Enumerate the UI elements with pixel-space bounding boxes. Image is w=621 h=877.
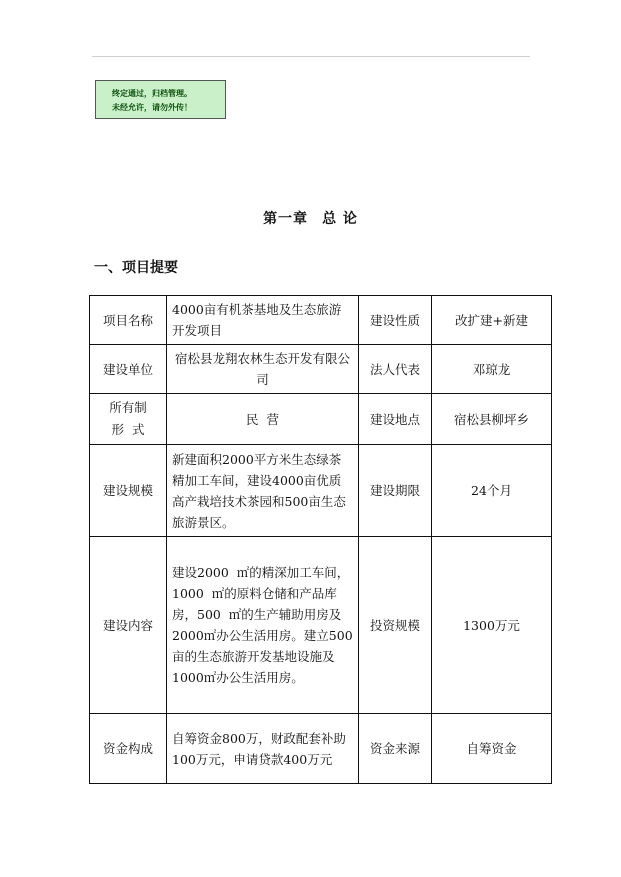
- capital-label: 资金构成: [90, 714, 167, 784]
- project-name-label: 项目名称: [90, 296, 167, 345]
- investment-value: 1300万元: [432, 537, 552, 714]
- table-row: [90, 445, 552, 537]
- stamp-line-2: 未经允许，请勿外传！: [112, 103, 192, 112]
- legal-rep-label: 法人代表: [359, 345, 432, 394]
- scale-value: 新建面积2000平方米生态绿茶精加工车间，建设4000亩优质高产栽培技术茶园和500亩生态旅游景区。: [167, 445, 359, 537]
- ownership-label: [90, 394, 167, 445]
- stamp-line-1: 终定通过，归档管理。: [112, 89, 192, 98]
- unit-value: 宿松县龙翔农林生态开发有限公司: [167, 345, 359, 394]
- section-heading: 一、项目提要: [94, 260, 178, 276]
- ownership-label-line-1: 所有制: [109, 400, 147, 415]
- investment-label: 投资规模: [359, 537, 432, 714]
- chapter-name: 总 论: [322, 211, 358, 227]
- project-name-value: 4000亩有机茶基地及生态旅游开发项目: [167, 296, 359, 345]
- chapter-number: 第一章: [263, 211, 309, 227]
- capital-value: 自筹资金800万，财政配套补助100万元，申请贷款400万元: [167, 714, 359, 784]
- ownership-value: 民 营: [167, 394, 359, 445]
- project-summary-table: [89, 295, 552, 784]
- table-row: [90, 394, 552, 445]
- table-row: [90, 296, 552, 345]
- archive-stamp: [95, 80, 226, 119]
- unit-label: 建设单位: [90, 345, 167, 394]
- scale-label: 建设规模: [90, 445, 167, 537]
- content-value: 建设2000 ㎡的精深加工车间，1000 ㎡的原料仓储和产品库房，500 ㎡的生产辅助用房及2000㎡办公生活用房。建立500亩的生态旅游开发基地设施及1000㎡办公生活用房。: [167, 537, 359, 714]
- site-label: 建设地点: [359, 394, 432, 445]
- content-label: 建设内容: [90, 537, 167, 714]
- nature-label: 建设性质: [359, 296, 432, 345]
- ownership-label-line-2: 形 式: [111, 422, 145, 437]
- legal-rep-value: 邓琼龙: [432, 345, 552, 394]
- table-row: [90, 537, 552, 714]
- header-rule: [92, 56, 530, 57]
- table-row: [90, 714, 552, 784]
- chapter-title: [0, 208, 621, 228]
- nature-value: 改扩建+新建: [432, 296, 552, 345]
- source-label: 资金来源: [359, 714, 432, 784]
- period-label: 建设期限: [359, 445, 432, 537]
- table-row: [90, 345, 552, 394]
- period-value: 24个月: [432, 445, 552, 537]
- source-value: 自筹资金: [432, 714, 552, 784]
- site-value: 宿松县柳坪乡: [432, 394, 552, 445]
